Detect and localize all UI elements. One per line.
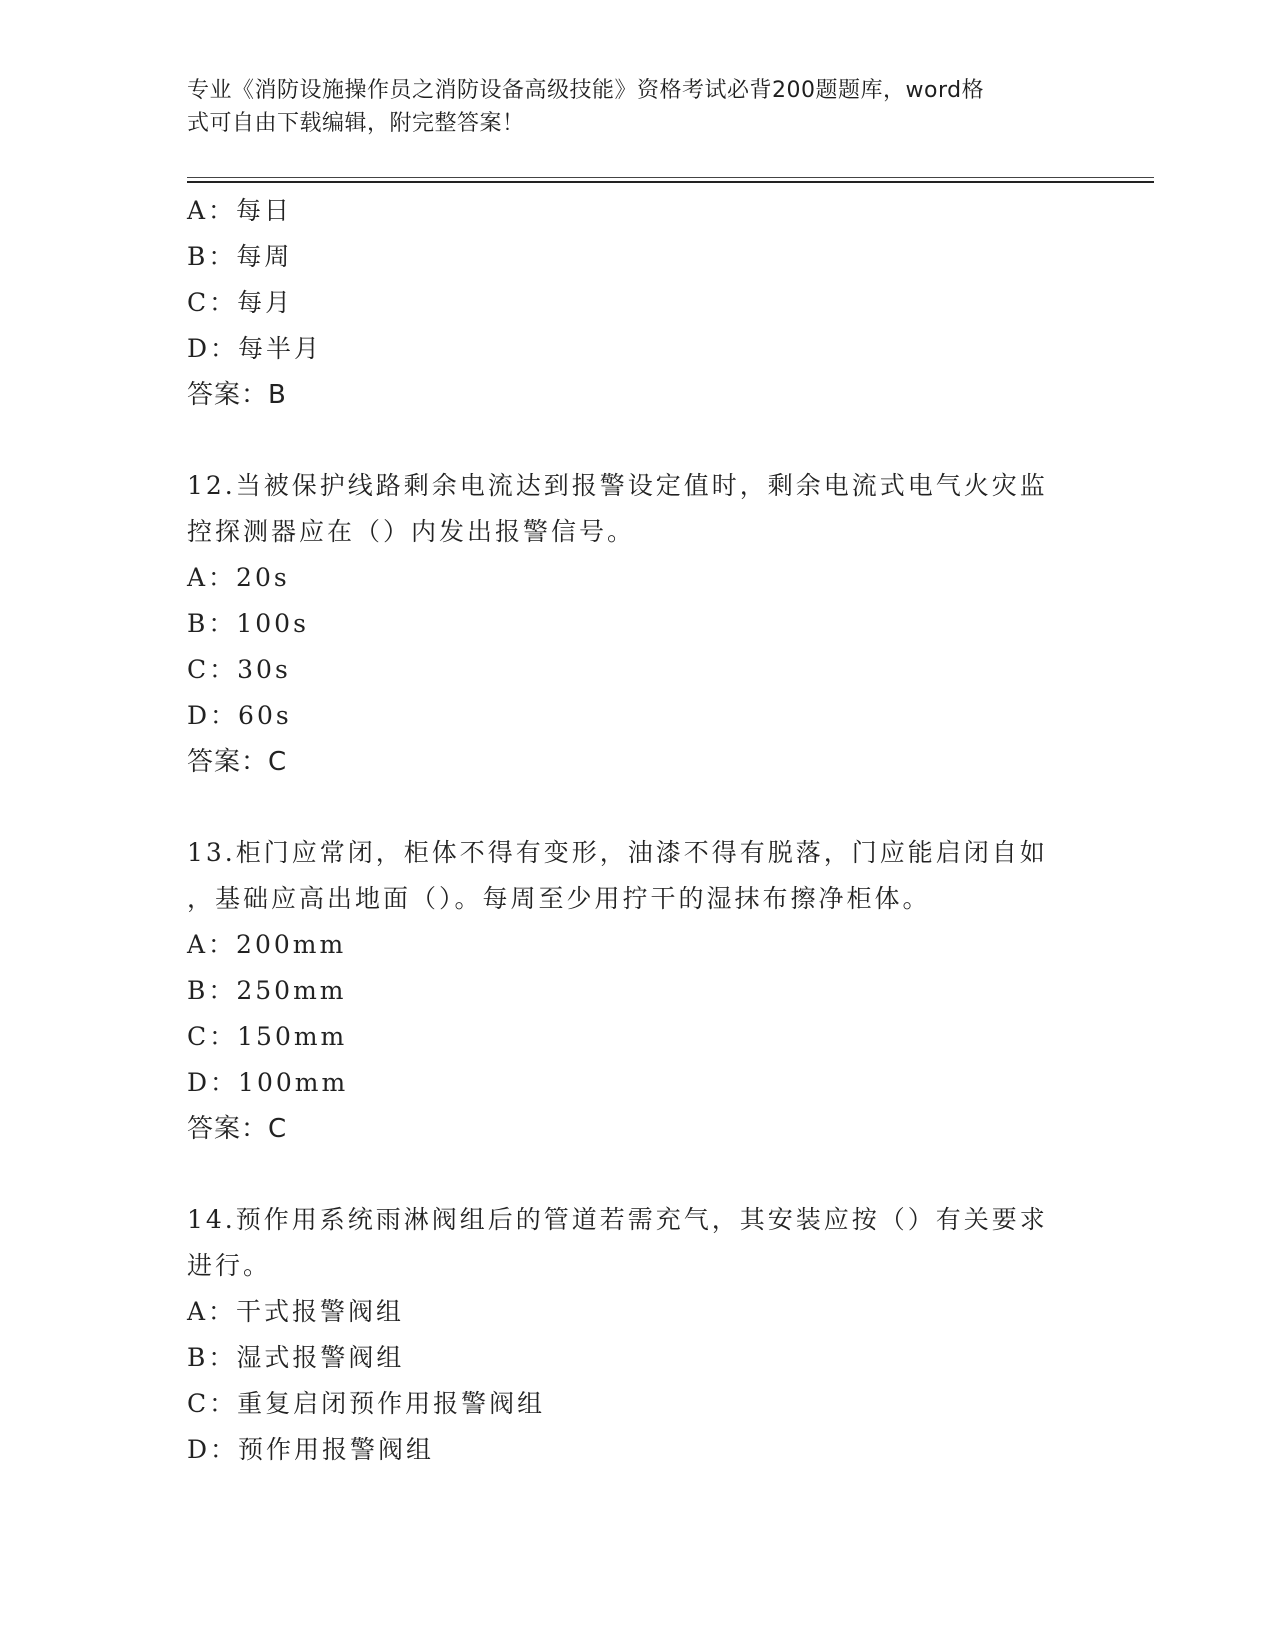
option-b: B：250mm [187, 976, 347, 1005]
question-14 [187, 1197, 1087, 1473]
header-line-1: 专业《消防设施操作员之消防设备高级技能》资格考试必背200题题库，word格 [187, 78, 985, 103]
question-12 [187, 463, 1087, 785]
question-stem-line-1: 13.柜门应常闭，柜体不得有变形，油漆不得有脱落，门应能启闭自如 [187, 838, 1048, 867]
option-c: C：重复启闭预作用报警阀组 [187, 1389, 546, 1418]
option-c: C：每月 [187, 288, 294, 317]
document-header [187, 74, 1067, 140]
option-a: A：每日 [187, 196, 293, 225]
question-stem-line-1: 14.预作用系统雨淋阀组后的管道若需充气，其安装应按（）有关要求 [187, 1205, 1048, 1234]
option-d: D：100mm [187, 1068, 349, 1097]
option-a: A：20s [187, 563, 290, 592]
question-stem-line-2: ，基础应高出地面（）。每周至少用拧干的湿抹布擦净柜体。 [187, 884, 931, 913]
header-line-2: 式可自由下载编辑，附完整答案！ [187, 111, 525, 136]
option-d: D：每半月 [187, 334, 323, 363]
question-stem-line-1: 12.当被保护线路剩余电流达到报警设定值时，剩余电流式电气火灾监 [187, 471, 1048, 500]
option-b: B：湿式报警阀组 [187, 1343, 405, 1372]
option-c: C：150mm [187, 1022, 348, 1051]
option-a: A：200mm [187, 930, 347, 959]
question-11 [187, 188, 1087, 418]
question-stem [187, 1197, 1077, 1289]
option-b: B：100s [187, 609, 309, 638]
option-d: D：60s [187, 701, 292, 730]
option-b: B：每周 [187, 242, 293, 271]
question-stem-line-2: 进行。 [187, 1251, 272, 1280]
option-a: A：干式报警阀组 [187, 1297, 405, 1326]
question-stem [187, 463, 1077, 555]
question-13 [187, 830, 1087, 1152]
question-stem [187, 830, 1077, 922]
question-list [187, 188, 1087, 1473]
header-rule-thick [187, 181, 1154, 183]
answer: 答案：C [187, 747, 288, 777]
answer: 答案：B [187, 380, 287, 410]
question-stem-line-2: 控探测器应在（）内发出报警信号。 [187, 517, 636, 546]
header-rule-thin [187, 177, 1154, 178]
option-c: C：30s [187, 655, 291, 684]
option-d: D：预作用报警阀组 [187, 1435, 435, 1464]
answer: 答案：C [187, 1114, 288, 1144]
